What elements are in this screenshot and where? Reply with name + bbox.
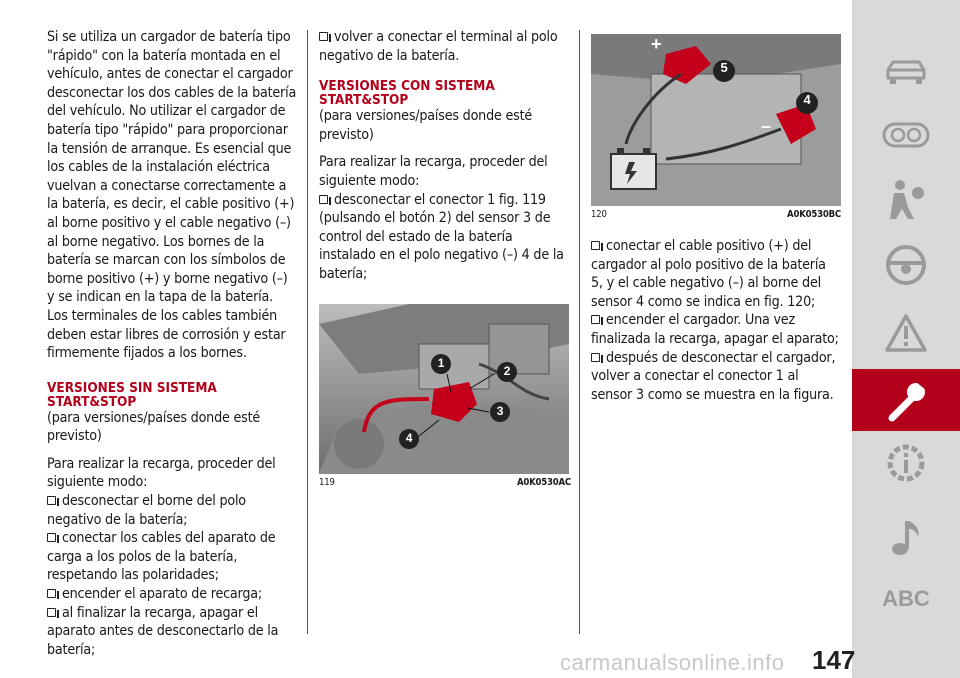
figure-code: A0K0530AC xyxy=(516,476,571,488)
sidebar-item-multimedia[interactable] xyxy=(852,506,960,568)
list-item: al finalizar la recarga, apagar el aparato antes de desconectarlo de la batería; xyxy=(47,604,279,658)
charger-connection-illustration xyxy=(591,34,841,206)
section-heading-con-startstop: VERSIONES CON SISTEMA START&STOP xyxy=(319,78,495,109)
callout-5: 5 xyxy=(713,60,735,82)
callout-4: 4 xyxy=(405,430,413,445)
sidebar-item-driving[interactable] xyxy=(852,234,960,296)
checkbox-bullet-icon xyxy=(47,589,56,598)
list-item: desconectar el conector 1 fig. 119 (pulsando el botón 2) del sensor 3 de control del estado de la batería instalado en el polo negativo (–) 4 de la batería; xyxy=(319,191,564,282)
intro-paragraph: Si se utiliza un cargador de batería tipo "rápido" con la batería montada en el vehículo, antes de conectar el cargador desconectar los dos cables de la batería del vehículo. No utilizar el cargador de batería tipo "rápido" para proporcionar la tensión de arranque. Es esencial que los cables de la instalación eléctrica vuelvan a conectarse correctamente a la batería, es decir, el cable positivo (+) al borne positivo y el cable negativo (–) al borne negativo. Los bornes de la batería se marcan con los símbolos de borne positivo (+) y borne negativo (–) y se indican en la tapa de la batería. Los terminales de los cables también deben estar libres de corrosión y estar firmemente fijados a los bornes. xyxy=(47,29,297,362)
sidebar-item-car[interactable] xyxy=(852,40,960,102)
figure-code: A0K0530BC xyxy=(787,209,841,220)
callout-2: 2 xyxy=(503,363,511,378)
column-2 xyxy=(319,28,571,497)
figure-119-image xyxy=(319,304,569,474)
sidebar-item-safety[interactable] xyxy=(852,168,960,230)
sidebar-item-index[interactable] xyxy=(852,568,960,630)
figure-number: 119 xyxy=(319,476,335,488)
list-item: conectar los cables del aparato de carga a los polos de la batería, respetando las polaridades; xyxy=(47,530,276,584)
wrench-icon xyxy=(882,376,930,424)
column-1 xyxy=(47,28,297,659)
car-icon xyxy=(884,56,928,86)
figure-caption xyxy=(319,477,571,489)
index-abc-label: ABC xyxy=(882,586,930,611)
list-item: encender el aparato de recarga; xyxy=(47,585,297,604)
column-divider xyxy=(307,30,308,634)
checkbox-bullet-icon xyxy=(47,608,56,617)
column-3 xyxy=(591,28,841,404)
sidebar-item-maintenance-active[interactable] xyxy=(852,369,960,431)
plus-symbol: + xyxy=(651,34,662,54)
section-heading-sin-startstop: VERSIONES SIN SISTEMA START&STOP xyxy=(47,379,217,410)
checkbox-bullet-icon xyxy=(319,195,328,204)
checkbox-bullet-icon xyxy=(591,315,600,324)
dashboard-icon xyxy=(882,120,930,150)
section-subtitle: (para versiones/países donde esté previsto) xyxy=(319,108,533,143)
warning-triangle-icon xyxy=(884,313,928,353)
chapter-sidebar xyxy=(852,0,960,678)
procedure-intro: Para realizar la recarga, proceder del siguiente modo: xyxy=(47,455,276,491)
airbag-person-icon xyxy=(884,177,928,221)
checkbox-bullet-icon xyxy=(591,353,600,362)
list-item: conectar el cable positivo (+) del cargador al polo positivo de la batería 5, y el cable negativo (–) al borne del sensor 4 como se indica en fig. 120; xyxy=(591,238,826,310)
procedure-intro: Para realizar la recarga, proceder del siguiente modo: xyxy=(319,154,548,189)
checkbox-bullet-icon xyxy=(47,533,56,542)
checkbox-bullet-icon xyxy=(47,496,56,505)
steering-wheel-icon xyxy=(884,243,928,287)
gear-info-icon xyxy=(884,441,928,485)
callout-1: 1 xyxy=(437,355,445,370)
checkbox-bullet-icon xyxy=(319,32,328,41)
list-item: desconectar el borne del polo negativo de la batería; xyxy=(47,493,246,528)
callout-4: 4 xyxy=(796,92,818,114)
list-item: después de desconectar el cargador, volver a conectar el conector 1 al sensor 3 como se muestra en la figura. xyxy=(591,349,836,403)
callout-3: 3 xyxy=(496,403,504,418)
sidebar-item-emergency[interactable] xyxy=(852,302,960,364)
figure-number: 120 xyxy=(591,209,607,220)
sidebar-item-dashboard[interactable] xyxy=(852,104,960,166)
minus-symbol: – xyxy=(761,116,771,136)
column-divider xyxy=(579,30,580,634)
sidebar-item-technical-data[interactable] xyxy=(852,432,960,494)
page-number: 147 xyxy=(812,645,856,675)
figure-119-callouts xyxy=(319,304,569,474)
watermark: carmanualsonline.info xyxy=(560,650,785,675)
section-subtitle: (para versiones/países donde esté previsto) xyxy=(47,409,261,445)
checkbox-bullet-icon xyxy=(591,241,600,250)
figure-120-image xyxy=(591,34,841,206)
list-item: volver a conectar el terminal al polo negativo de la batería. xyxy=(319,29,558,64)
figure-caption xyxy=(591,209,841,221)
list-item: encender el cargador. Una vez finalizada la recarga, apagar el aparato; xyxy=(591,312,839,347)
music-note-icon xyxy=(886,515,926,559)
